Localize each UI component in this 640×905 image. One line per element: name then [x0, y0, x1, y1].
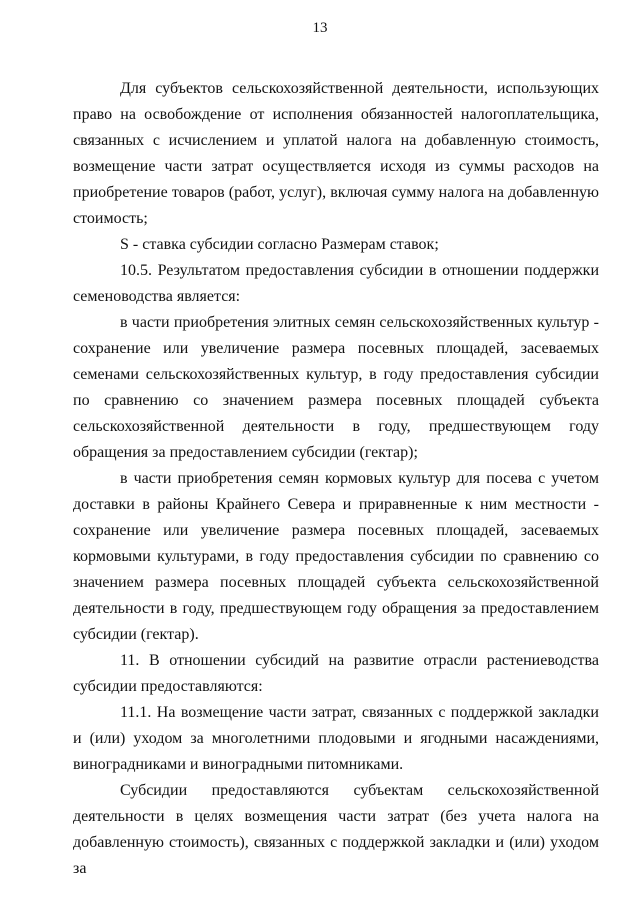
- paragraph-fodder-seeds: в части приобретения семян кормовых культур для посева с учетом доставки в районы Крайнего Севера и приравненные к ним местности - сохранение или увеличение размера посевных площадей, засеваемых кормовыми культурами, в году предоставления субсидии по сравнению со значением размера посевных площадей субъекта сельскохозяйственной деятельности в году, предшествующем году обращения за предоставлением субсидии (гектар).: [73, 470, 599, 643]
- paragraph-vat-exempt: Для субъектов сельскохозяйственной деятельности, использующих право на освобождение от исполнения обязанностей налогоплательщика, связанных с исчислением и уплатой налога на добавленную стоимость, возмещение части затрат осуществляется исходя из суммы расходов на приобретение товаров (работ, услуг), включая сумму налога на добавленную стоимость;: [73, 80, 599, 227]
- paragraph-10-5: 10.5. Результатом предоставления субсидии в отношении поддержки семеноводства является:: [73, 262, 599, 305]
- paragraph-subsidies-provided: Субсидии предоставляются субъектам сельскохозяйственной деятельности в целях возмещения части затрат (без учета налога на добавленную стоимость), связанных с поддержкой закладки и (или) уходом за: [73, 782, 599, 877]
- paragraph-elite-seeds: в части приобретения элитных семян сельскохозяйственных культур - сохранение или увеличение размера посевных площадей, засеваемых семенами сельскохозяйственных культур, в году предоставления субсидии по сравнению со значением размера посевных площадей субъекта сельскохозяйственной деятельности в году, предшествующем году обращения за предоставлением субсидии (гектар);: [73, 314, 599, 461]
- paragraph-s-rate: S - ставка субсидии согласно Размерам ставок;: [120, 236, 439, 253]
- document-body: [73, 76, 599, 882]
- paragraph-11-1: 11.1. На возмещение части затрат, связанных с поддержкой закладки и (или) уходом за многолетними плодовыми и ягодными насаждениями, виноградниками и виноградными питомниками.: [73, 704, 599, 773]
- paragraph-11: 11. В отношении субсидий на развитие отрасли растениеводства субсидии предоставляются:: [73, 652, 599, 695]
- page-number: 13: [312, 20, 328, 36]
